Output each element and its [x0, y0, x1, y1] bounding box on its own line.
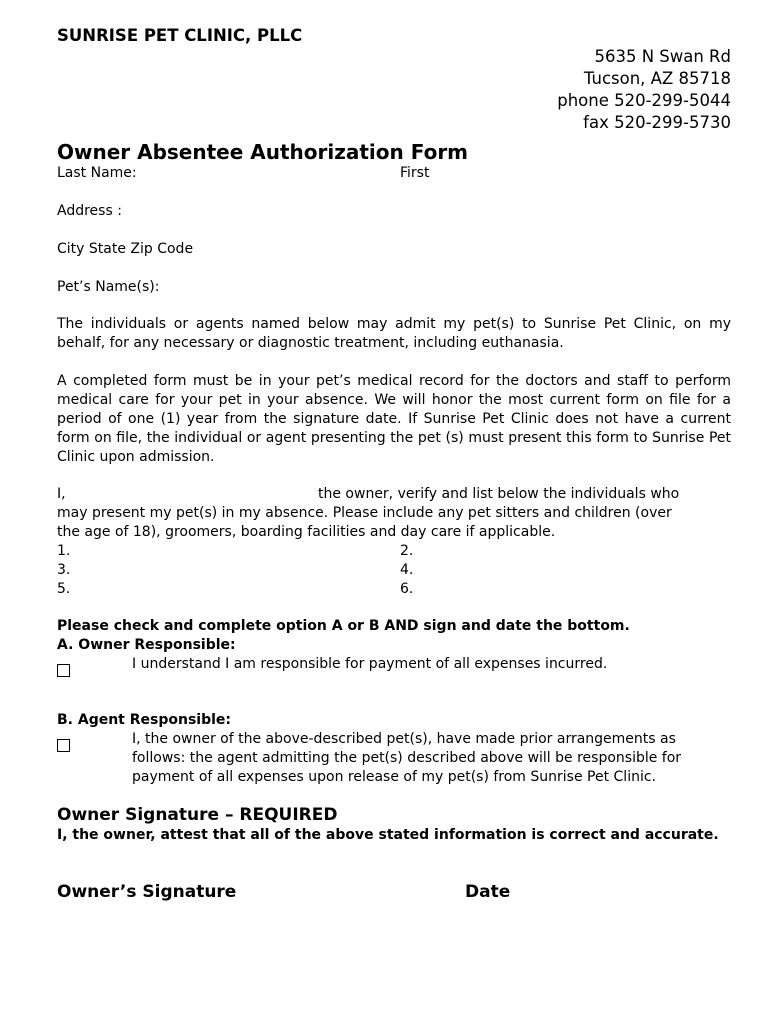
- record-policy-paragraph: A completed form must be in your pet’s medical record for the doctors and staff to perform medical care for your pet in your absence. We will honor the most current form on file for a period of one (1) year from the signature date. If Sunrise Pet Clinic does not have a current form on file, the individual or agent presenting the pet (s) must present this form to Sunrise Pet Clinic upon admission.: [57, 373, 731, 465]
- option-a-text: I understand I am responsible for payment of all expenses incurred.: [132, 656, 608, 672]
- signature-heading: Owner Signature – REQUIRED: [57, 805, 338, 825]
- option-b-title: B. Agent Responsible:: [57, 712, 232, 728]
- list-number: 6.: [400, 581, 414, 597]
- list-number: 3.: [57, 562, 71, 578]
- pets-name-label: Pet’s Name(s):: [57, 279, 160, 295]
- first-name-label: First: [400, 165, 430, 181]
- city-state-zip-label: City State Zip Code: [57, 241, 194, 257]
- address-label: Address :: [57, 203, 122, 219]
- owner-statement-line1: the owner, verify and list below the individuals who: [318, 486, 680, 502]
- option-b-text-line3: payment of all expenses upon release of my pet(s) from Sunrise Pet Clinic.: [132, 769, 656, 785]
- attest-text: I, the owner, attest that all of the above stated information is correct and accurate.: [57, 827, 719, 843]
- list-number: 5.: [57, 581, 71, 597]
- owner-statement-line2: may present my pet(s) in my absence. Please include any pet sitters and children (over: [57, 505, 672, 521]
- check-instruction: Please check and complete option A or B AND sign and date the bottom.: [57, 618, 630, 634]
- date-label[interactable]: Date: [465, 882, 511, 902]
- owner-statement-line3: the age of 18), groomers, boarding facilities and day care if applicable.: [57, 524, 556, 540]
- option-b-checkbox[interactable]: [57, 739, 70, 752]
- authorization-paragraph: The individuals or agents named below may admit my pet(s) to Sunrise Pet Clinic, on my behalf, for any necessary or diagnostic treatment, including euthanasia.: [57, 316, 731, 351]
- option-a-title: A. Owner Responsible:: [57, 637, 236, 653]
- last-name-label: Last Name:: [57, 165, 137, 181]
- clinic-street: 5635 N Swan Rd: [594, 47, 731, 66]
- option-a-checkbox[interactable]: [57, 664, 70, 677]
- list-number: 1.: [57, 543, 71, 559]
- form-title: Owner Absentee Authorization Form: [57, 140, 469, 164]
- option-b-text-line2: follows: the agent admitting the pet(s) described above will be responsible for: [132, 750, 682, 766]
- clinic-city: Tucson, AZ 85718: [583, 69, 731, 88]
- option-b-text-line1: I, the owner of the above-described pet(s), have made prior arrangements as: [132, 731, 676, 747]
- clinic-fax: fax 520-299-5730: [583, 113, 731, 132]
- owner-i-label: I,: [57, 486, 66, 502]
- owner-signature-label[interactable]: Owner’s Signature: [57, 882, 237, 902]
- clinic-phone: phone 520-299-5044: [557, 91, 731, 110]
- list-number: 2.: [400, 543, 414, 559]
- clinic-name: SUNRISE PET CLINIC, PLLC: [57, 26, 303, 45]
- list-number: 4.: [400, 562, 414, 578]
